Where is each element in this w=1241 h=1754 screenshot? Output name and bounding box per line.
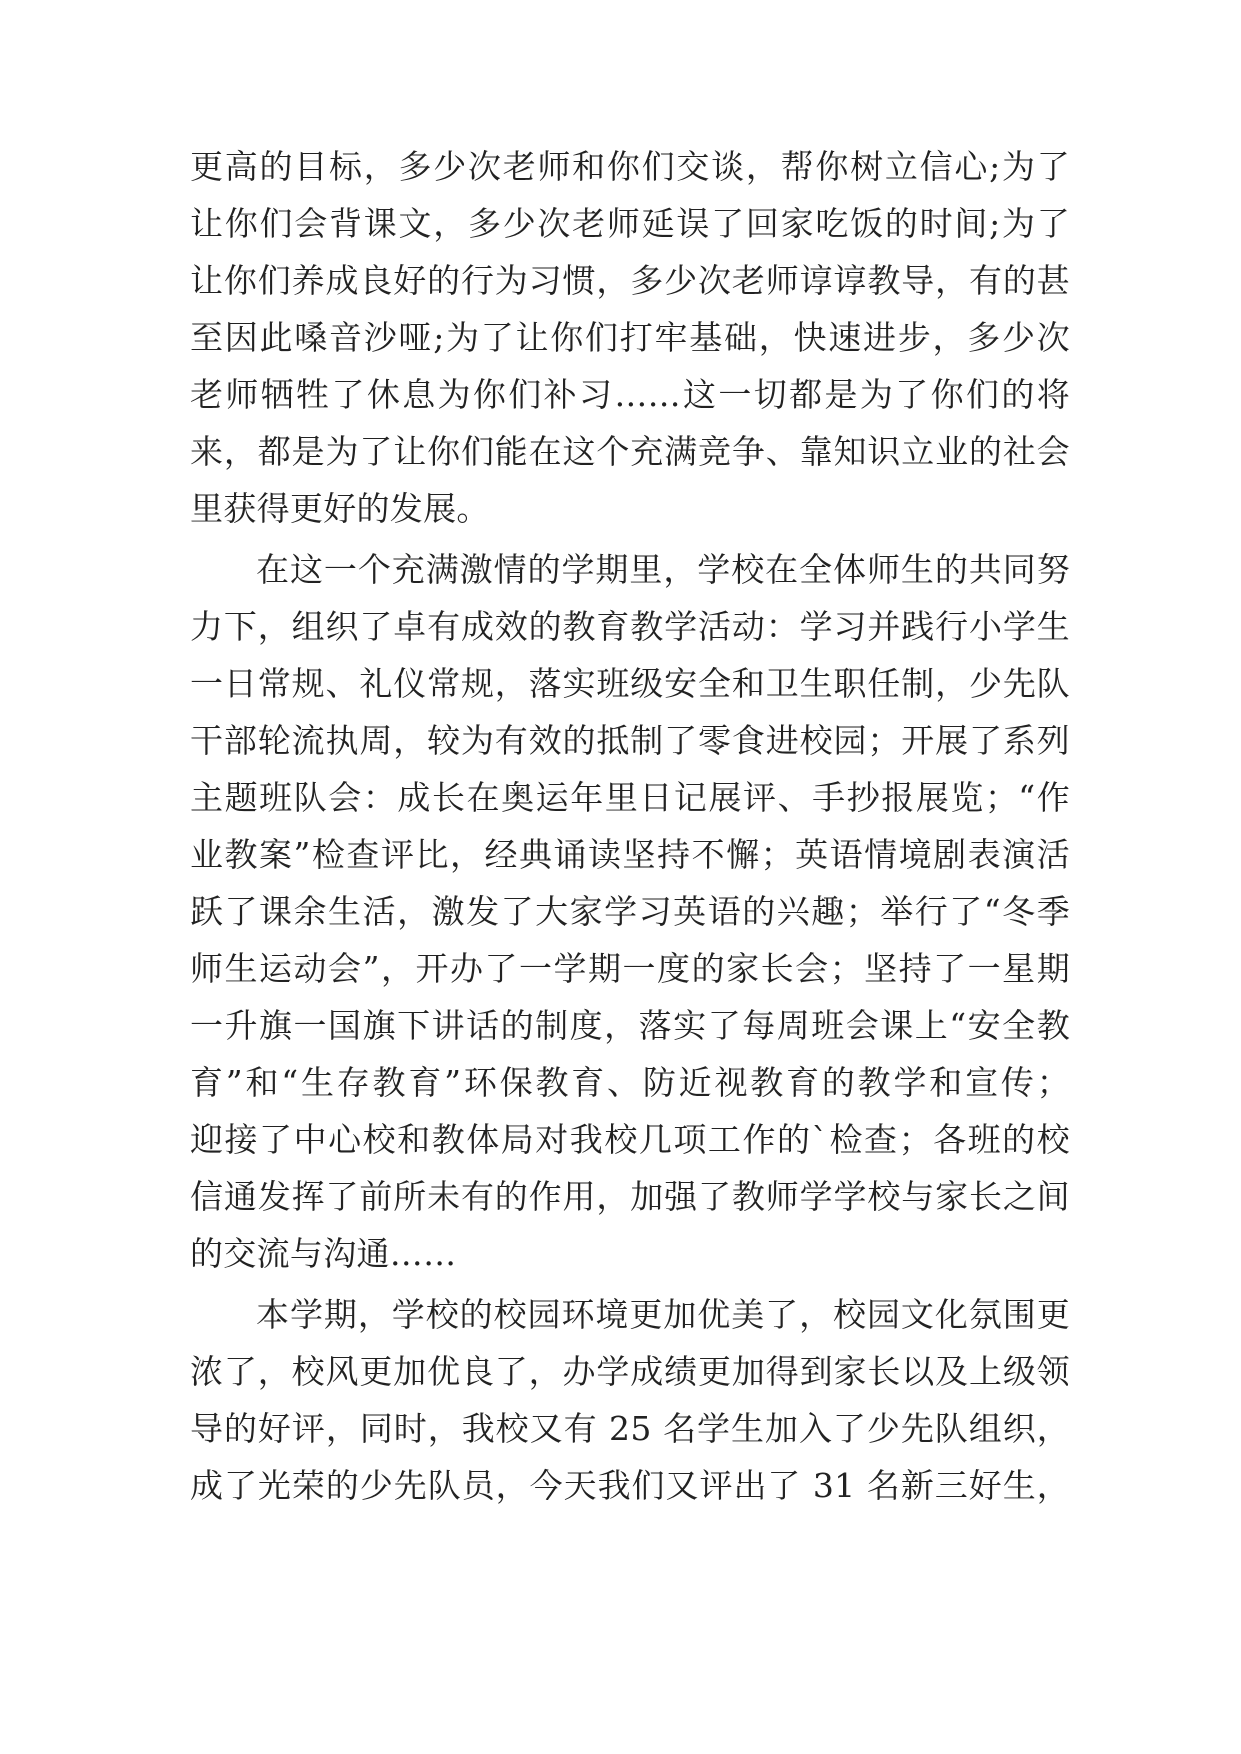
text-line: 业教案”检查评比，经典诵读坚持不懈；英语情境剧表演活: [190, 835, 1070, 874]
paragraph: [190, 541, 1070, 1282]
document-body: [190, 138, 1070, 1514]
text-line: 浓了，校风更加优良了，办学成绩更加得到家长以及上级领: [190, 1352, 1070, 1391]
text-line: 来，都是为了让你们能在这个充满竞争、靠知识立业的社会: [190, 432, 1070, 471]
text-line: 育”和“生存教育”环保教育、防近视教育的教学和宣传；: [190, 1063, 1070, 1102]
text-line: 里获得更好的发展。: [190, 489, 490, 528]
text-line: 在这一个充满激情的学期里，学校在全体师生的共同努: [256, 550, 1070, 589]
text-line: 让你们养成良好的行为习惯，多少次老师谆谆教导，有的甚: [190, 261, 1070, 300]
text-line: 一日常规、礼仪常规，落实班级安全和卫生职任制，少先队: [190, 664, 1070, 703]
text-line: 本学期，学校的校园环境更加优美了，校园文化氛围更: [256, 1295, 1070, 1334]
text-line: 至因此嗓音沙哑;为了让你们打牢基础，快速进步，多少次: [190, 318, 1070, 357]
text-line: 一升旗一国旗下讲话的制度，落实了每周班会课上“安全教: [190, 1006, 1070, 1045]
paragraph: [190, 1286, 1070, 1514]
text-line: 迎接了中心校和教体局对我校几项工作的`检查；各班的校: [190, 1120, 1070, 1159]
text-line: 导的好评，同时，我校又有 25 名学生加入了少先队组织，: [190, 1409, 1070, 1448]
text-line: 信通发挥了前所未有的作用，加强了教师学学校与家长之间: [190, 1177, 1070, 1216]
text-line: 力下，组织了卓有成效的教育教学活动：学习并践行小学生: [190, 607, 1070, 646]
text-line: 成了光荣的少先队员，今天我们又评出了 31 名新三好生，: [190, 1466, 1070, 1505]
paragraph: [190, 138, 1070, 537]
text-line: 让你们会背课文，多少次老师延误了回家吃饭的时间;为了: [190, 204, 1070, 243]
text-line: 老师牺牲了休息为你们补习……这一切都是为了你们的将: [190, 375, 1070, 414]
text-line: 师生运动会”，开办了一学期一度的家长会；坚持了一星期: [190, 949, 1070, 988]
text-line: 干部轮流执周，较为有效的抵制了零食进校园；开展了系列: [190, 721, 1070, 760]
text-line: 更高的目标，多少次老师和你们交谈，帮你树立信心;为了: [190, 147, 1070, 186]
text-line: 主题班队会：成长在奥运年里日记展评、手抄报展览；“作: [190, 778, 1070, 817]
text-line: 跃了课余生活，激发了大家学习英语的兴趣；举行了“冬季: [190, 892, 1070, 931]
text-line: 的交流与沟通……: [190, 1234, 457, 1273]
